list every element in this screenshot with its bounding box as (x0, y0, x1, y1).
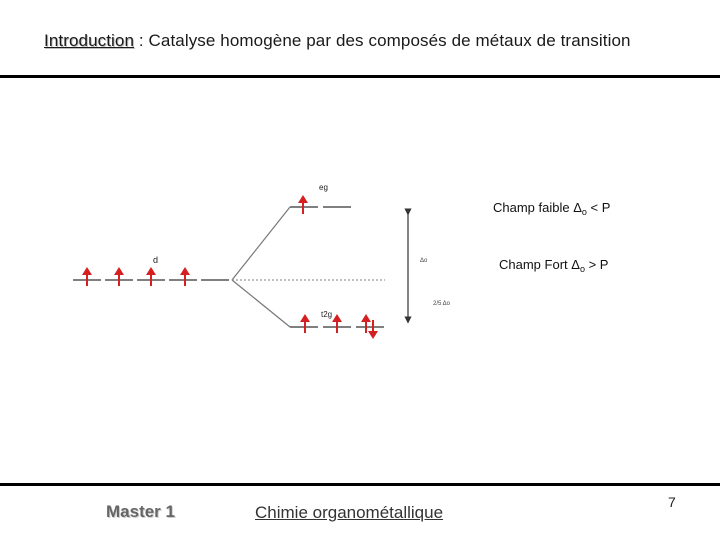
intro-link[interactable]: Introduction (44, 31, 135, 50)
electron-up-arrow (146, 267, 156, 286)
electron-up-arrow (361, 314, 371, 333)
fraction-label: 2/5 Δo (433, 301, 451, 307)
delta-o-label: Δo (420, 258, 428, 264)
d-label: d (153, 255, 159, 265)
d-electrons (82, 267, 190, 286)
t2g-label: t2g (321, 310, 333, 319)
electron-up-arrow (82, 267, 92, 286)
electron-down-arrow (368, 320, 378, 339)
bottom-divider (0, 483, 720, 486)
electron-up-arrow (114, 267, 124, 286)
footer-course: Master 1 (106, 502, 175, 521)
footer-subject-link[interactable]: Chimie organométallique (255, 503, 444, 522)
slide-title-text: : Catalyse homogène par des composés de métaux de transition (134, 31, 631, 50)
splitting-lines (232, 207, 385, 327)
page-number: 7 (668, 494, 676, 510)
weak-field-label: Champ faible $\Delta_o < P$ (493, 200, 611, 217)
electron-up-arrow (180, 267, 190, 286)
eg-electron (298, 195, 308, 214)
electron-up-arrow (332, 314, 342, 333)
eg-label: eg (319, 183, 328, 192)
strong-field-label: Champ Fort $\Delta_o > P$ (499, 257, 609, 274)
electron-up-arrow (300, 314, 310, 333)
